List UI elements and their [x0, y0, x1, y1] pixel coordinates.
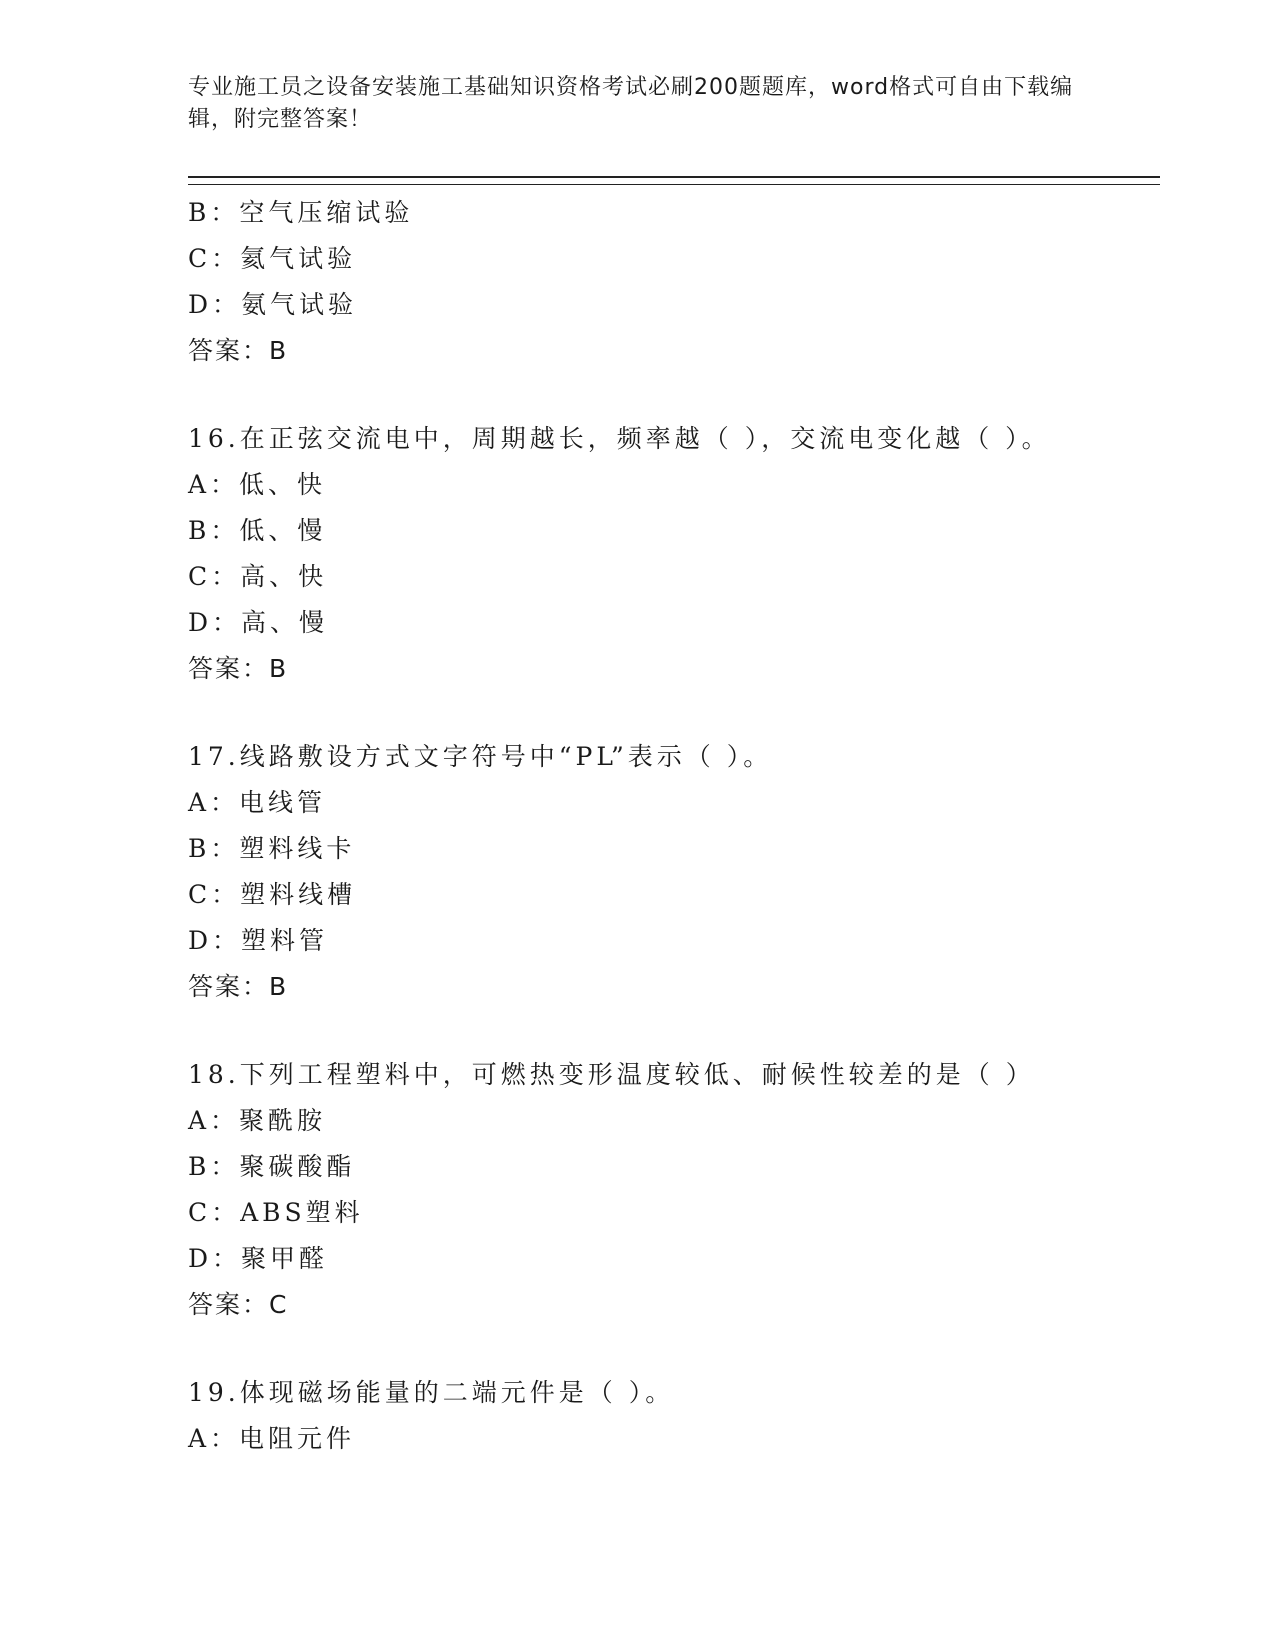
- option-c: C：高、快: [188, 562, 328, 591]
- option-a: A：电阻元件: [188, 1424, 356, 1453]
- question-19: [188, 1370, 1160, 1462]
- option-b: B：空气压缩试验: [188, 198, 414, 227]
- option-c: C：氦气试验: [188, 244, 357, 273]
- question-stem: 19.体现磁场能量的二端元件是（ ）。: [188, 1378, 675, 1407]
- question-17: [188, 734, 1160, 1010]
- option-c: C：ABS塑料: [188, 1198, 364, 1227]
- document-header: 专业施工员之设备安装施工基础知识资格考试必刷200题题库，word格式可自由下载编辑，附完整答案！: [188, 75, 1074, 132]
- option-d: D：塑料管: [188, 926, 329, 955]
- option-b: B：低、慢: [188, 516, 327, 545]
- answer: 答案：B: [188, 336, 289, 365]
- question-stem: 18.下列工程塑料中，可燃热变形温度较低、耐候性较差的是（ ）: [188, 1060, 1035, 1089]
- option-b: B：塑料线卡: [188, 834, 356, 863]
- option-d: D：氨气试验: [188, 290, 358, 319]
- header-divider: [188, 176, 1160, 185]
- option-d: D：聚甲醛: [188, 1244, 329, 1273]
- option-b: B：聚碳酸酯: [188, 1152, 356, 1181]
- answer: 答案：C: [188, 1290, 289, 1319]
- question-16: [188, 416, 1160, 692]
- question-stem: 16.在正弦交流电中，周期越长，频率越（ ），交流电变化越（ ）。: [188, 424, 1051, 453]
- question-15-continued: [188, 190, 1160, 374]
- option-d: D：高、慢: [188, 608, 329, 637]
- answer: 答案：B: [188, 972, 289, 1001]
- option-a: A：聚酰胺: [188, 1106, 327, 1135]
- answer: 答案：B: [188, 654, 289, 683]
- question-list: [188, 190, 1160, 1462]
- question-18: [188, 1052, 1160, 1328]
- question-stem: 17.线路敷设方式文字符号中“PL”表示（ ）。: [188, 742, 773, 771]
- option-c: C：塑料线槽: [188, 880, 357, 909]
- option-a: A：低、快: [188, 470, 327, 499]
- option-a: A：电线管: [188, 788, 327, 817]
